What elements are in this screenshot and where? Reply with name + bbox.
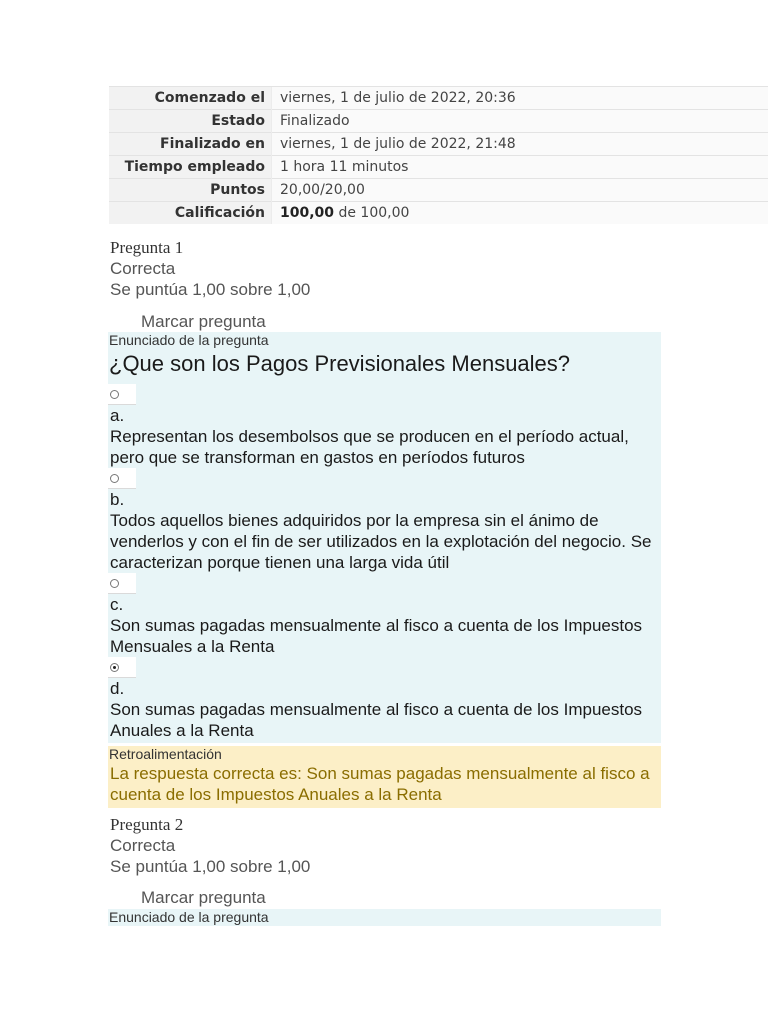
question-number [110,237,310,258]
question-1-feedback [108,746,661,808]
right-answer: La respuesta correcta es: Son sumas pagadas mensualmente al fisco a cuenta de los Impuestos Anuales a la Renta [110,764,650,804]
question-grade: Se puntúa 1,00 sobre 1,00 [110,857,311,876]
question-1-info [110,237,310,300]
answer-option-a[interactable] [108,384,661,468]
summary-label: Puntos [109,179,272,202]
question-number-prefix: Pregunta [110,815,175,834]
attempt-summary-table [109,86,768,224]
option-letter: a. [110,406,125,425]
question-text-heading: Enunciado de la pregunta [109,909,269,925]
summary-row-started [109,87,768,110]
radio-circle-icon [110,579,119,588]
radio-circle-icon [110,390,119,399]
summary-row-finished [109,133,768,156]
summary-value: viernes, 1 de julio de 2022, 20:36 [272,87,768,110]
summary-label: Estado [109,110,272,133]
radio-circle-icon [110,474,119,483]
question-state: Correcta [110,259,176,278]
question-text-heading: Enunciado de la pregunta [109,332,269,348]
option-text: Son sumas pagadas mensualmente al fisco a cuenta de los Impuestos Mensuales a la Renta [110,616,643,656]
answer-option-b[interactable] [108,468,661,573]
summary-value: 20,00/20,00 [272,179,768,202]
option-letter: d. [110,679,125,698]
summary-value: viernes, 1 de julio de 2022, 21:48 [272,133,768,156]
flag-question-link[interactable]: Marcar pregunta [141,312,266,331]
grade-value: 100,00 [280,205,335,221]
question-1-formulation [108,332,661,743]
radio-selected-icon [110,663,119,672]
option-text: Todos aquellos bienes adquiridos por la empresa sin el ánimo de venderlos y con el fin de ser utilizados en la explotación del negocio. Se caracterizan porque tienen una larga vida útil [110,511,652,572]
summary-row-points [109,179,768,202]
grade-max: de 100,00 [334,205,410,221]
feedback-heading: Retroalimentación [109,746,222,762]
question-number-value: 1 [174,238,184,257]
option-letter: b. [110,490,125,509]
summary-label: Finalizado en [109,133,272,156]
answer-option-c[interactable] [108,573,661,657]
summary-label: Comenzado el [109,87,272,110]
option-letter: c. [110,595,124,614]
radio-button[interactable] [108,573,136,594]
question-state: Correcta [110,836,176,855]
question-number-prefix: Pregunta [110,238,175,257]
radio-button-selected[interactable] [108,657,136,678]
question-number-value: 2 [174,815,184,834]
question-number [110,814,310,835]
radio-button[interactable] [108,384,136,405]
summary-value [272,202,768,225]
summary-label: Calificación [109,202,272,225]
summary-value: Finalizado [272,110,768,133]
summary-value: 1 hora 11 minutos [272,156,768,179]
question-2-formulation [108,909,661,926]
summary-row-grade [109,202,768,225]
question-2-info [110,814,310,877]
option-text: Representan los desembolsos que se producen en el período actual, pero que se transforman en gastos en períodos futuros [110,427,629,467]
answer-options [108,384,661,741]
summary-row-time [109,156,768,179]
radio-button[interactable] [108,468,136,489]
option-text: Son sumas pagadas mensualmente al fisco a cuenta de los Impuestos Anuales a la Renta [110,700,643,740]
question-text: ¿Que son los Pagos Previsionales Mensuales? [109,351,571,376]
summary-label: Tiempo empleado [109,156,272,179]
answer-option-d[interactable] [108,657,661,741]
flag-question-link[interactable]: Marcar pregunta [141,888,266,907]
summary-row-state [109,110,768,133]
question-grade: Se puntúa 1,00 sobre 1,00 [110,280,311,299]
